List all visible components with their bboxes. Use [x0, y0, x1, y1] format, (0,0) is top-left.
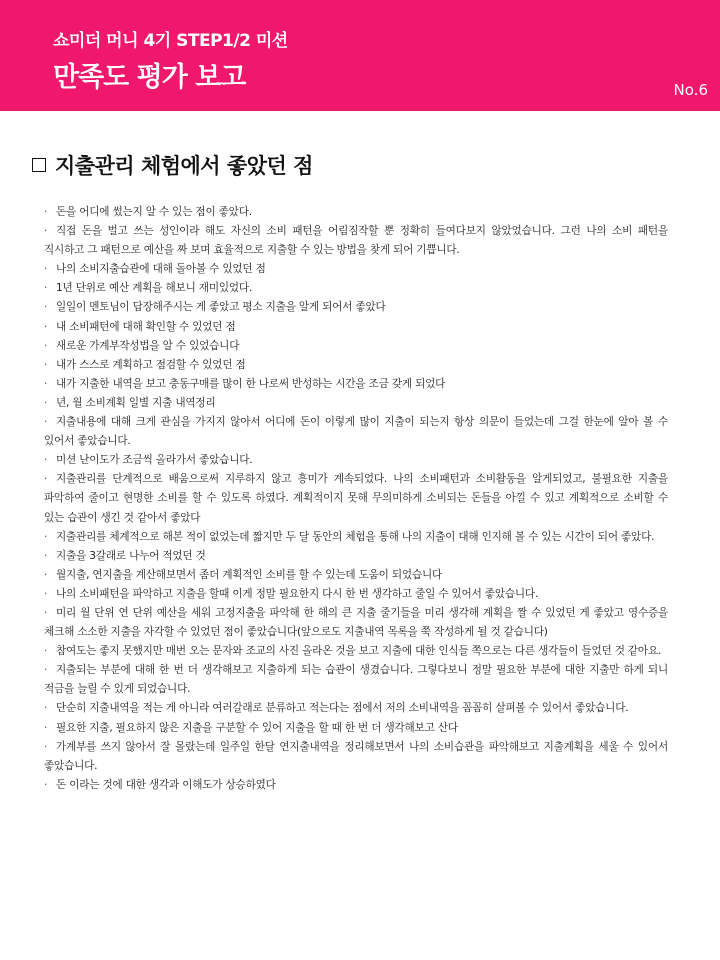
bullet-icon: ·: [44, 721, 48, 734]
bullet-icon: ·: [44, 606, 48, 619]
page-number: No.6: [673, 81, 708, 99]
list-item: [44, 318, 668, 337]
bullet-icon: ·: [44, 358, 48, 371]
list-item-text: 지출관리를 체계적으로 해본 적이 없었는데 짧지만 두 달 동안의 체험을 통해 나의 지출이 대해 인지해 볼 수 있는 시간이 되어 좋았다.: [56, 530, 655, 543]
bullet-icon: ·: [44, 645, 48, 658]
list-item: [44, 699, 668, 718]
bullet-icon: ·: [44, 377, 48, 390]
list-item-text: 일일이 멘토님이 답장해주시는 게 좋았고 평소 지출을 알게 되어서 좋았다: [56, 301, 386, 314]
bullet-icon: ·: [44, 664, 48, 677]
list-item: [44, 642, 668, 661]
list-item-text: 가계부를 쓰지 않아서 잘 몰랐는데 일주일 한달 연지출내역을 정리해보면서 나의 소비습관을 파악해보고 지출계획을 세울 수 있어서 좋았습니다.: [44, 740, 668, 772]
section-heading-text: 지출관리 체험에서 좋았던 점: [55, 153, 313, 178]
bullet-icon: ·: [44, 225, 48, 238]
list-item: [44, 776, 668, 795]
list-item-text: 1년 단위로 예산 계획을 해보니 재미있었다.: [56, 282, 253, 295]
list-item-text: 단순히 지출내역을 적는 게 아니라 여러갈래로 분류하고 적는다는 점에서 저의 소비내역을 꼼꼼히 살펴볼 수 있어서 좋았습니다.: [56, 702, 629, 715]
bullet-icon: ·: [44, 702, 48, 715]
bullet-icon: ·: [44, 530, 48, 543]
list-item: [44, 375, 668, 394]
list-item-text: 지출을 3갈래로 나누어 적었던 것: [56, 549, 206, 562]
bullet-icon: ·: [44, 568, 48, 581]
list-item: [44, 356, 668, 375]
list-item: [44, 203, 668, 222]
list-item-text: 월지출, 연지출을 계산해보면서 좀더 계획적인 소비를 할 수 있는데 도움이 되었습니다: [56, 568, 443, 581]
bullet-icon: ·: [44, 587, 48, 600]
list-item-text: 내 소비패턴에 대해 확인할 수 있었던 점: [56, 320, 236, 333]
list-item: [44, 394, 668, 413]
list-item-text: 나의 소비패턴을 파악하고 지출을 할때 이게 정말 필요한지 다시 한 번 생각하고 줄일 수 있어서 좋았습니다.: [56, 587, 539, 600]
list-item: [44, 337, 668, 356]
list-item-text: 지출관리를 단계적으로 배움으로써 지루하지 않고 흥미가 계속되었다. 나의 소비패턴과 소비활동을 알게되었고, 불필요한 지출을 파악하여 줄이고 현명한 소비를 할 수 있도록 하였다. 계획적이지 못해 무의미하게 소비되는 돈들을 아낄 수 있고 계획적으로 소비할 수 있는 습관이 생긴 것 같아서 좋았다: [44, 473, 668, 524]
list-item: [44, 470, 668, 527]
bullet-icon: ·: [44, 320, 48, 333]
bullet-icon: ·: [44, 454, 48, 467]
bullet-icon: ·: [44, 339, 48, 352]
list-item-text: 내가 지출한 내역을 보고 충동구매를 많이 한 나로써 반성하는 시간을 조금 갖게 되었다: [56, 377, 446, 390]
list-item: [44, 222, 668, 260]
list-item-text: 참여도는 좋지 못했지만 매번 오는 문자와 조교의 사진 올라온 것을 보고 지출에 대한 인식들 쪽으로는 다른 생각들이 들었던 것 같아요.: [56, 645, 662, 658]
bullet-icon: ·: [44, 740, 48, 753]
list-item: [44, 547, 668, 566]
list-item: [44, 528, 668, 547]
list-item-text: 나의 소비지출습관에 대해 돌아볼 수 있었던 점: [56, 263, 266, 276]
bullet-icon: ·: [44, 473, 48, 486]
bullet-icon: ·: [44, 396, 48, 409]
list-item: [44, 566, 668, 585]
list-item-text: 미션 난이도가 조금씩 올라가서 좋았습니다.: [56, 454, 253, 467]
bullet-icon: ·: [44, 206, 48, 218]
list-item: [44, 298, 668, 317]
bullet-icon: ·: [44, 263, 48, 276]
feedback-list: [44, 203, 668, 795]
list-item: [44, 719, 668, 738]
bullet-icon: ·: [44, 549, 48, 562]
list-item-text: 미리 월 단위 연 단위 예산을 세워 고정지출을 파악해 한 해의 큰 지출 줄기들을 미리 생각해 계획을 짤 수 있었던 게 좋았고 영수증을 체크해 소소한 지출을 자각할 수 있었던 점이 좋았습니다(앞으로도 지출내역 목록을 쭉 작성하게 될 것 같습니다): [44, 606, 668, 639]
list-item-text: 돈 이라는 것에 대한 생각과 이해도가 상승하였다: [56, 778, 276, 791]
list-item: [44, 260, 668, 279]
list-item: [44, 451, 668, 470]
checkbox-square-icon: [32, 158, 46, 172]
page-title: 만족도 평가 보고: [53, 62, 246, 93]
bullet-icon: ·: [44, 416, 48, 429]
list-item-text: 새로운 가계부작성법을 알 수 있었습니다: [56, 339, 240, 352]
list-item: [44, 604, 668, 642]
list-item: [44, 279, 668, 298]
bullet-icon: ·: [44, 778, 48, 791]
list-item: [44, 413, 668, 451]
list-item-text: 지출내용에 대해 크게 관심을 가지지 않아서 어디에 돈이 이렇게 많이 지출이 되는지 항상 의문이 들었는데 그걸 한눈에 알아 볼 수 있어서 좋았습니다.: [44, 416, 668, 448]
list-item-text: 내가 스스로 계획하고 점검할 수 있었던 점: [56, 358, 246, 371]
section-heading: [32, 150, 313, 180]
bullet-icon: ·: [44, 301, 48, 314]
header-subtitle: 쇼미더 머니 4기 STEP1/2 미션: [53, 31, 288, 51]
list-item-text: 년, 월 소비계획 일별 지출 내역정리: [56, 396, 216, 409]
list-item-text: 돈을 어디에 썼는지 알 수 있는 점이 좋았다.: [56, 206, 252, 218]
list-item-text: 직접 돈을 벌고 쓰는 성인이라 해도 자신의 소비 패턴을 어림짐작할 뿐 정확히 들여다보지 않았었습니다. 그런 나의 소비 패턴을 직시하고 그 패턴으로 예산을 짜 보며 효율적으로 지출할 수 있는 방법을 찾게 되어 기쁩니다.: [44, 225, 668, 257]
list-item: [44, 661, 668, 699]
list-item: [44, 585, 668, 604]
list-item-text: 지출되는 부분에 대해 한 번 더 생각해보고 지출하게 되는 습관이 생겼습니다. 그렇다보니 정말 필요한 부분에 대한 지출만 하게 되니 적금을 늘릴 수 있게 되었습니다.: [44, 664, 668, 696]
page-header: [0, 0, 720, 111]
list-item-text: 필요한 지출, 필요하지 않은 지출을 구분할 수 있어 지출을 할 때 한 번 더 생각해보고 산다: [56, 721, 458, 734]
bullet-icon: ·: [44, 282, 48, 295]
list-item: [44, 738, 668, 776]
